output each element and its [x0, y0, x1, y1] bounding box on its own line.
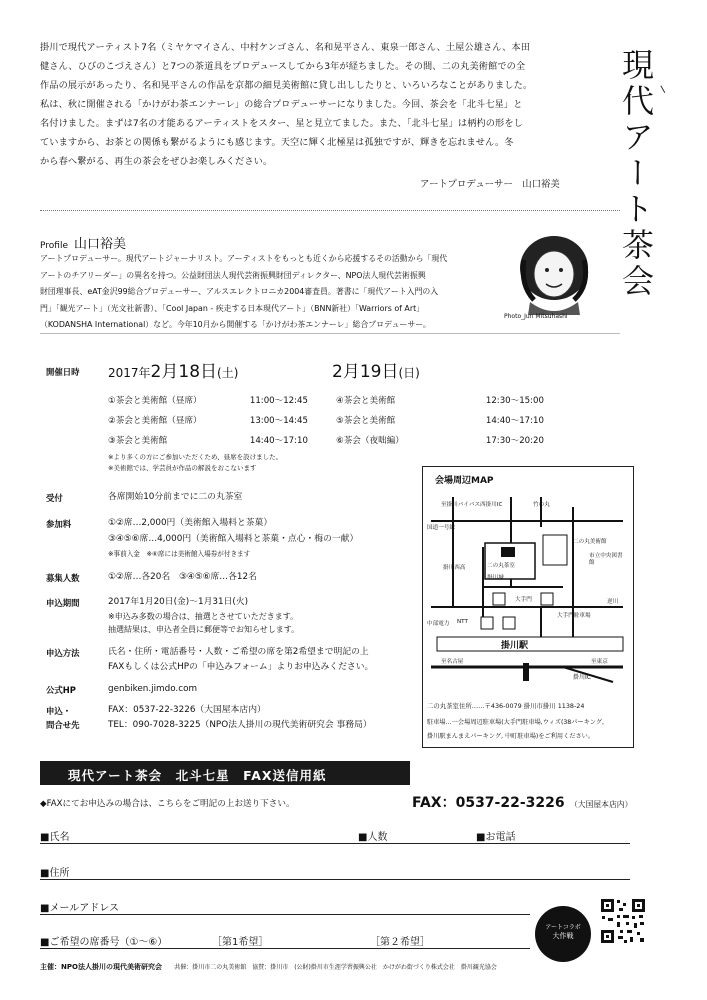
fax-form-header: 現代アート茶会 北斗七星 FAX送信用紙: [40, 761, 410, 785]
session-time: 11:00～12:45: [249, 396, 308, 406]
profile-line: （KODANSHA International）など。今年10月から開催する「かけがわ茶エンナーレ」総合プロデューサー。: [40, 320, 431, 329]
fax-number-note: （大国屋本店内）: [570, 800, 633, 809]
hp-label: 公式HP: [46, 685, 76, 695]
session-1: [108, 394, 308, 406]
intro-line: 掛川で現代アーティスト7名（ミヤケマイさん、中村ケンゴさん、名和晃平さん、東泉一郎さん、土屋公雄さん、本田: [40, 42, 530, 53]
count-field-label: ■人数: [358, 832, 388, 843]
name-field-label: ■氏名: [40, 832, 70, 843]
map-label: 逆川: [607, 599, 619, 605]
sponsors: 共催：掛川市二の丸美術館 協賛：掛川市 (公財)掛川市生涯学習振興公社 かけがわ街づくり株式会社 掛川観光協会: [174, 964, 497, 971]
profile-line: 門」「観光アート」（光文社新書）、「Cool Japan - 疾走する日本現代アート」（BNN新社）「Warriors of Art」: [40, 303, 425, 313]
intro-line: から春へ繋がる、再生の茶会をぜひお楽しみください。: [40, 156, 273, 167]
map-parking: 掛川駅まんまえパーキング, 中町駐車場)をご利用ください。: [427, 733, 595, 740]
fee-line-2: ③④⑤⑥席…4,000円（美術館入場料と茶菓・点心・梅の一献）: [108, 534, 359, 544]
seat-field-label: ■ご希望の席番号（①～⑥）: [40, 937, 168, 948]
session-name: ①茶会と美術館（昼席）: [108, 396, 202, 406]
date-month: 2月: [332, 362, 360, 382]
profile-label: Profile: [40, 241, 68, 251]
session-5: [336, 414, 544, 426]
map-label: 掛川西高: [443, 565, 466, 571]
date-day2: [332, 357, 420, 382]
email-field-row[interactable]: [40, 897, 530, 915]
date-day: 18日: [178, 362, 218, 382]
badge-line: 大作戦: [552, 932, 574, 940]
profile-heading: [40, 233, 126, 252]
intro-signature: アートプロデューサー 山口裕美: [420, 179, 560, 190]
map-label: 国道一号線: [427, 525, 455, 531]
map-station-label: 掛川駅: [501, 641, 529, 651]
map-label: NTT: [457, 619, 468, 625]
title-accent-mark: [660, 83, 669, 93]
map-label: 大手門: [515, 597, 532, 603]
fee-line-1: ①②席…2,000円（美術館入場料と茶菓）: [108, 518, 273, 528]
period-label: 申込期間: [46, 598, 80, 608]
choice-2-label: ［第２希望］: [370, 937, 430, 948]
map-label: 竹の丸: [533, 502, 550, 508]
fax-number: [412, 792, 632, 812]
fax-instruction: ◆FAXにてお申込みの場合は、こちらをご明記の上お送り下さい。: [40, 799, 295, 809]
intro-line: ていますから、お茶との関係も繋がるようにも感じます。天空に輝く北極星は孤独ですが、輝きを忘れません。冬: [40, 137, 514, 148]
intro-line: 名付けました。まずは7名の才能あるアーティストをスター、星と見立てました。また、「北斗七星」は柄杓の形をし: [40, 118, 523, 129]
date-day: 19日: [359, 362, 399, 382]
profile-line: アートのチアリーダー」の異名を持つ。公益財団法人現代芸術振興財団ディレクター、NPO法人現代芸術振興: [40, 270, 426, 280]
session-4: [336, 394, 544, 406]
phone-field-label: ■お電話: [476, 832, 516, 843]
fax-number-value: FAX：0537-22-3226: [412, 795, 565, 811]
map-label: 掛川IC: [573, 674, 591, 681]
capacity-value: ①②席…各20名 ③④⑤⑥席…各12名: [108, 572, 257, 582]
map-parking: 駐車場…一会場周辺駐車場(大手門駐車場,ウィズ(38パーキング,: [427, 719, 604, 726]
profile-text: [40, 251, 500, 334]
schedule-note: ※美術館では、学芸員が作品の解説をおこないます: [108, 464, 257, 472]
session-time: 14:40～17:10: [485, 416, 544, 426]
session-time: 13:00～14:45: [249, 416, 308, 426]
profile-name: 山口裕美: [73, 237, 126, 252]
capacity-label: 募集人数: [46, 573, 80, 583]
fee-note: ※事前入金 ※⑥席には美術館入場券が付きます: [108, 550, 251, 558]
organizer-label: 主催：: [40, 963, 61, 971]
period-value: 2017年1月20日(金)～1月31日(火): [108, 597, 249, 607]
contact-fax: FAX：0537-22-3226（大国屋本店内）: [108, 705, 266, 715]
contact-label: 問合せ先: [46, 720, 80, 730]
map-label: 二の丸美術館: [573, 539, 607, 545]
map-label: 至名古屋: [441, 659, 464, 665]
page-title: 現代アート茶会: [617, 48, 655, 300]
date-day1: [108, 357, 238, 382]
date-weekday: (日): [398, 366, 420, 380]
contact-tel: TEL：090-7028-3225（NPO法人掛川の現代美術研究会 事務局）: [108, 720, 372, 730]
session-name: ②茶会と美術館（昼席）: [108, 416, 202, 426]
address-field-label: ■住所: [40, 868, 70, 879]
session-time: 12:30～15:00: [485, 396, 544, 406]
period-note: ※申込み多数の場合は、抽選とさせていただきます。: [108, 612, 299, 621]
method-line: FAXもしくは公式HPの「申込みフォーム」よりお申込みください。: [108, 662, 374, 672]
map-address: 二の丸茶室住所……〒436-0079 掛川市掛川 1138-24: [427, 702, 585, 710]
map-title: 会場周辺MAP: [435, 476, 494, 486]
session-name: ⑥茶会（夜咄編）: [336, 436, 404, 446]
choice-1-label: ［第1希望］: [212, 937, 269, 948]
session-time: 14:40～17:10: [249, 436, 308, 446]
intro-line: 健さん、ひびのこづえさん）と7つの茶道具をプロデュースしてから3年が経ちました。その間、二の丸美術館での全: [40, 61, 526, 72]
map-label: 至東京: [591, 659, 608, 665]
session-name: ⑤茶会と美術館: [336, 416, 396, 426]
intro-line: 作品の展示があったり、名和晃平さんの作品を京都の細見美術館に貸し出ししたりと、いろいろなことがありました。: [40, 80, 533, 91]
date-month: 2月: [150, 362, 179, 382]
art-collab-badge: [535, 906, 591, 962]
divider: [40, 210, 620, 211]
qr-code: [600, 898, 646, 944]
intro-text: [40, 38, 588, 171]
date-year: 2017年: [108, 366, 151, 380]
address-field-row[interactable]: [40, 862, 630, 880]
profile-line: アートプロデューサー。現代アートジャーナリスト。アーティストをもっとも近くから応援するその活動から「現代: [40, 254, 448, 263]
map-label: 二の丸茶室: [487, 563, 515, 569]
schedule-label: 開催日時: [46, 367, 80, 377]
session-name: ④茶会と美術館: [336, 396, 396, 406]
schedule-note: ※より多くの方にご参加いただくため、昼席を設けました。: [108, 453, 283, 461]
map-label: 市立中央図書館: [589, 553, 623, 566]
portrait-photo: [510, 230, 598, 315]
session-6: [336, 434, 544, 446]
map-label: 中部電力: [427, 621, 450, 627]
divider: [40, 333, 620, 334]
intro-line: 私は、秋に開催される「かけがわ茶エンナーレ」の総合プロデューサーになりました。今回、茶会を「北斗七星」と: [40, 99, 523, 110]
name-field-row[interactable]: [40, 826, 630, 844]
organizer-name: NPO法人掛川の現代美術研究会: [61, 963, 162, 971]
reception-label: 受付: [46, 493, 63, 503]
date-weekday: (土): [217, 366, 239, 380]
period-note: 抽選結果は、申込者全員に郵便等でお知らせします。: [108, 625, 300, 634]
reception-value: 各席開始10分前までに二の丸茶室: [108, 492, 243, 502]
contact-label: 申込・: [46, 706, 72, 716]
area-map: [422, 466, 634, 748]
footer-credits: [40, 962, 497, 972]
method-line: 氏名・住所・電話番号・人数・ご希望の席を第2希望まで明記の上: [108, 647, 369, 657]
schedule-notes: [108, 452, 282, 474]
profile-line: 財団理事長、eAT金沢99総合プロデューサー、アルスエレクトロニカ2004審査員。著書に「現代アート入門の入: [40, 287, 439, 296]
fee-label: 参加料: [46, 519, 72, 529]
email-field-label: ■メールアドレス: [40, 903, 119, 914]
map-label: 大手門駐車場: [557, 613, 591, 619]
hp-link[interactable]: genbiken.jimdo.com: [108, 684, 198, 694]
photo-credit: Photo_Jun Mitsuhashi: [504, 313, 568, 320]
session-time: 17:30～20:20: [485, 436, 544, 446]
session-2: [108, 414, 308, 426]
method-label: 申込方法: [46, 648, 80, 658]
session-name: ③茶会と美術館: [108, 436, 168, 446]
session-3: [108, 434, 308, 446]
seat-field-row[interactable]: [40, 931, 530, 949]
map-label: 掛川城: [487, 575, 504, 581]
badge-line: アートコラボ: [545, 924, 581, 931]
map-label: 至掛川バイパス西掛川IC: [441, 502, 503, 508]
